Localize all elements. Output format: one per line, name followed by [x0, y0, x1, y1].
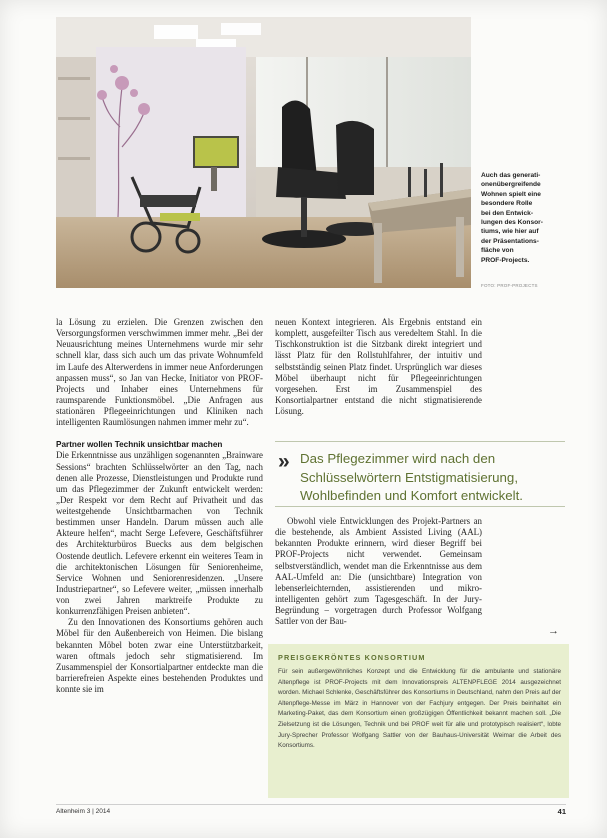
footer-publication: Altenheim 3 | 2014	[56, 808, 111, 815]
pullquote: Das Pflegezimmer wird nach den Schlüsselwörtern Entstigmatisierung, Wohlbefinden und Komfort entwickelt.	[300, 451, 523, 503]
page-number: 41	[557, 807, 566, 816]
caption-line: PROF-Projects.	[481, 256, 530, 264]
article-column-right-bottom	[275, 516, 482, 627]
caption-line: bei den Entwick-	[481, 209, 534, 217]
photo-caption	[481, 171, 561, 265]
article-column-left	[56, 317, 263, 695]
continue-arrow-icon: →	[548, 625, 559, 637]
photo-credit: FOTO: PROF-PROJECTS	[481, 283, 538, 288]
paragraph-right: Obwohl viele Entwicklungen des Projekt-Partners an die bestehende, als Ambient Assisted Living (AAL) bekannten Produkte erinnern, wird dieser Begriff bei PROF-Projects nicht verwendet. Gemeinsam selbstverständlich, wendet man die Erkenntnisse aus dem AAL-Umfeld an: Die (unsichtbare) Integration von lebenserleichternden, assistierenden und mikro-intelligenten gehört zum Tagesgeschäft. In der Jury-Begründung – vorgetragen durch Professor Wolfgang Sattler von der Bau-	[275, 516, 482, 627]
subheading: Partner wollen Technik unsichtbar machen	[56, 440, 223, 450]
paragraph-mid: neuen Kontext integrieren. Als Ergebnis entstand ein komplett, ausgefeilter Tisch aus veredeltem Stahl. In die Tischkonstruktion ist die Sitzbank direkt integriert und lässt Platz für den Rollstuhlfahrer, der intuitiv und selbstständig seinen Platz findet. Ursprünglich war dieses Möbel überhaupt nicht für Pflegeeinrichtungen vorgesehen. Erst im Zusammenspiel des Konsortialpartner entstand die nicht stigmatisierende Lösung.	[275, 317, 482, 416]
pullquote-mark: »	[278, 450, 287, 473]
article-column-right-top	[275, 317, 482, 417]
info-box-text: Für sein außergewöhnliches Konzept und die Entwicklung für die ambulante und stationäre Altenpflege ist PROF-Projects mit dem Innovationspreis ALTENPFLEGE 2014 ausgezeichnet worden. Michael Schlenke, Geschäftsführer des Konsortiums in Deutschland, nahm den Preis auf der Altenpflege-Messe im März in Hannover von der Fachjury entgegen. Der Preis beinhaltet ein Marketing-Paket, das dem Konsortium einen großzügigen Öffentlichkeit bekannt machen soll. „Die Zielsetzung ist die Lösungen, Technik und bei PROF weit für alle und prototypisch realisiert“, lobte Jury-Sprecher Professor Wolfgang Sattler von der Bauhaus-Universität Weimar die Arbeit des Konsortiums.	[278, 668, 561, 750]
pullquote-rule-top	[275, 441, 565, 442]
footer-divider	[56, 804, 566, 805]
caption-line: Wohnen spielt eine	[481, 190, 541, 198]
caption-line: fläche von	[481, 247, 514, 255]
caption-line: onenübergreifende	[481, 181, 541, 189]
paragraph-intro: la Lösung zu erzielen. Die Grenzen zwischen den Versorgungsformen verschwimmen immer mehr. „Bei der Neuausrichtung meines Unternehmens wurde mir sehr schnell klar, dass sich auch um das private Wohnumfeld im Laufe des Alterwerdens in immer neue Anforderungen anpassen muss“, so Jan van Hecke, Initiator von PROF-Projects und Inhaber eines Unternehmens für raumsparende Funktionsmöbel. „Die Anfragen aus stationären Pflegeeinrichtungen und Kliniken nach intelligenten Raumlösungen nahmen immer mehr zu“.	[56, 317, 263, 428]
paragraph-body: Die Erkenntnisse aus unzähligen sogenannten „Brainware Sessions“ brachten Schlüsselwörter an den Tag, nach denen alle Prozesse, Dienstleistungen und Produkte rund um das Pflegezimmer der Zukunft entwickelt werden: „Der Respekt vor dem Recht auf Privatheit und das weitestgehende Unsichtbarmachen von Technik bestimmen unser Handeln. Darum müssen auch alle Akteure helfen“, macht Serge Lefevere, Geschäftsführer des Architekturbüros Buecks aus dem belgischen Oostende deutlich. Lefevere erkennt ein weiteres Team in die architektonischen Lösungen für Seniorenheime, Service Wohnen und Seniorenresidenzen. „Unsere Industriepartner“, so Lefevere weiter, „müssen innerhalb von zwei Jahren marktreife Produkte zu konkurrenzfähigen Preisen anbieten“.	[56, 450, 263, 617]
info-box-heading: PREISGEKRÖNTES KONSORTIUM	[278, 653, 426, 662]
caption-line: lungen des Konsor-	[481, 219, 543, 227]
caption-line: besondere Rolle	[481, 200, 533, 208]
living-room-image	[56, 17, 471, 288]
article-photo	[56, 17, 471, 288]
pullquote-rule-bottom	[275, 506, 565, 507]
caption-line: der Präsentations-	[481, 237, 539, 245]
caption-line: Auch das generati-	[481, 172, 541, 179]
paragraph-body-2: Zu den Innovationen des Konsortiums gehören auch Möbel für den Außenbereich von Heimen. Die bislang bekannten Möbel boten zwar eine Unterstützbarkeit, waren oftmals jedoch sehr stigmatisierend. Im Zusammenspiel der Konsortialpartner entdeckte man die barrierefreien Aspekte eines bestehenden Produktes und konnte sie im	[56, 617, 263, 694]
caption-line: tiums, wie hier auf	[481, 228, 539, 236]
